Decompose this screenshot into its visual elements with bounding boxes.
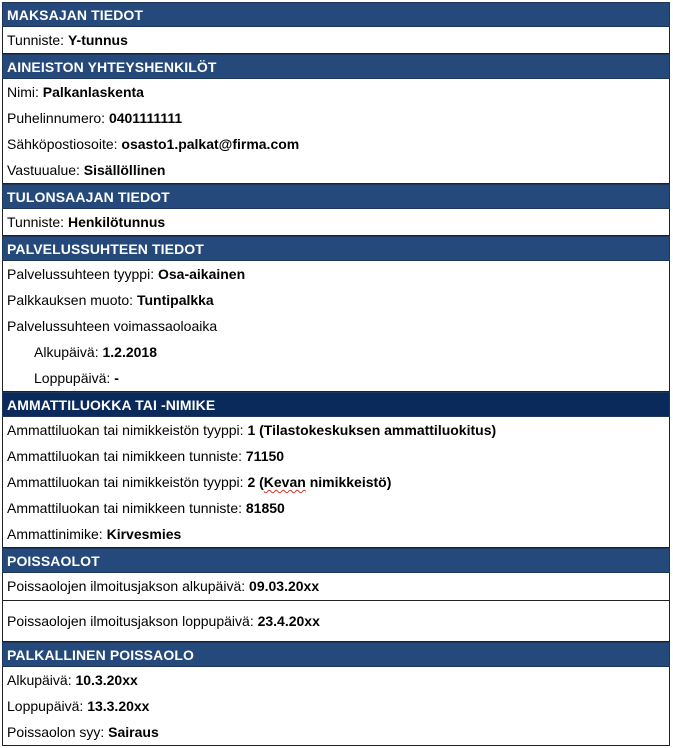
field-value: Y-tunnus bbox=[67, 32, 128, 48]
field-value-prefix: 2 ( bbox=[247, 474, 264, 490]
row-occupation-title bbox=[3, 521, 669, 547]
field-label: Alkupäivä: bbox=[34, 344, 103, 360]
row-classification-type-2 bbox=[3, 469, 669, 495]
row-contact-responsibility bbox=[3, 157, 669, 183]
row-contact-email bbox=[3, 131, 669, 157]
field-value: 10.3.20xx bbox=[75, 672, 138, 688]
row-classification-id-1 bbox=[3, 443, 669, 469]
field-value bbox=[247, 474, 391, 490]
field-value: Palkanlaskenta bbox=[42, 84, 144, 100]
field-label: Nimi: bbox=[7, 84, 43, 100]
field-value: 1.2.2018 bbox=[102, 344, 157, 360]
row-absence-start bbox=[3, 667, 669, 693]
field-label: Alkupäivä: bbox=[7, 672, 76, 688]
spellcheck-marked-word: Kevan bbox=[263, 474, 306, 490]
field-label: Ammattiluokan tai nimikkeistön tyyppi: bbox=[7, 422, 248, 438]
section-header-recipient: TULONSAAJAN TIEDOT bbox=[2, 184, 670, 209]
section-contacts bbox=[2, 79, 670, 184]
field-value: Tuntipalkka bbox=[136, 292, 214, 308]
row-classification-id-2 bbox=[3, 495, 669, 521]
field-value: 09.03.20xx bbox=[249, 578, 320, 594]
field-value: 1 (Tilastokeskuksen ammattiluokitus) bbox=[247, 422, 497, 438]
row-pay-form bbox=[3, 287, 669, 313]
field-value: - bbox=[114, 370, 119, 386]
row-start-date bbox=[3, 339, 669, 365]
field-label: Palvelussuhteen tyyppi: bbox=[7, 266, 158, 282]
field-value-suffix: nimikkeistö) bbox=[305, 474, 392, 490]
section-absences bbox=[2, 573, 670, 642]
field-value: 0401111111 bbox=[108, 110, 183, 126]
section-header-absences: POISSAOLOT bbox=[2, 548, 670, 573]
field-label: Sähköpostiosoite: bbox=[7, 136, 122, 152]
field-label: Poissaolojen ilmoitusjakson alkupäivä: bbox=[7, 578, 250, 594]
field-label: Palkkauksen muoto: bbox=[7, 292, 137, 308]
field-value: Henkilötunnus bbox=[67, 214, 166, 230]
field-label: Vastuualue: bbox=[7, 162, 84, 178]
section-recipient bbox=[2, 209, 670, 236]
row-contact-phone bbox=[3, 105, 669, 131]
section-header-contacts: AINEISTON YHTEYSHENKILÖT bbox=[2, 54, 670, 79]
field-label: Palvelussuhteen voimassaoloaika bbox=[7, 318, 218, 334]
row-payer-identifier bbox=[3, 27, 669, 53]
row-employment-type bbox=[3, 261, 669, 287]
section-employment bbox=[2, 261, 670, 392]
section-header-employment: PALVELUSSUHTEEN TIEDOT bbox=[2, 236, 670, 261]
row-validity-period bbox=[3, 313, 669, 339]
section-payer bbox=[2, 27, 670, 54]
field-value: Sairaus bbox=[108, 724, 159, 740]
field-value: 81850 bbox=[245, 500, 285, 516]
field-value: Sisällöllinen bbox=[83, 162, 166, 178]
field-label: Ammattiluokan tai nimikkeen tunniste: bbox=[7, 448, 246, 464]
section-occupation bbox=[2, 417, 670, 548]
field-label: Loppupäivä: bbox=[7, 698, 88, 714]
section-header-paid-absence: PALKALLINEN POISSAOLO bbox=[2, 642, 670, 667]
field-label: Poissaolon syy: bbox=[7, 724, 109, 740]
field-label: Ammattiluokan tai nimikkeistön tyyppi: bbox=[7, 474, 248, 490]
field-value: 71150 bbox=[245, 448, 285, 464]
field-value: Osa-aikainen bbox=[157, 266, 246, 282]
row-reporting-period-start bbox=[3, 573, 669, 600]
field-value: 23.4.20xx bbox=[257, 613, 320, 629]
row-contact-name bbox=[3, 79, 669, 105]
row-recipient-identifier bbox=[3, 209, 669, 235]
section-paid-absence bbox=[2, 667, 670, 746]
row-reporting-period-end bbox=[3, 600, 669, 641]
field-label: Tunniste: bbox=[7, 214, 68, 230]
row-end-date bbox=[3, 365, 669, 391]
field-label: Poissaolojen ilmoitusjakson loppupäivä: bbox=[7, 613, 258, 629]
report-document bbox=[2, 2, 670, 746]
field-value: Kirvesmies bbox=[106, 526, 182, 542]
field-label: Loppupäivä: bbox=[34, 370, 115, 386]
field-label: Ammattiluokan tai nimikkeen tunniste: bbox=[7, 500, 246, 516]
field-label: Tunniste: bbox=[7, 32, 68, 48]
row-absence-reason bbox=[3, 719, 669, 745]
row-classification-type-1 bbox=[3, 417, 669, 443]
field-label: Puhelinnumero: bbox=[7, 110, 109, 126]
section-header-payer: MAKSAJAN TIEDOT bbox=[2, 2, 670, 27]
field-label: Ammattinimike: bbox=[7, 526, 107, 542]
field-value: 13.3.20xx bbox=[87, 698, 150, 714]
field-value: osasto1.palkat@firma.com bbox=[121, 136, 300, 152]
row-absence-end bbox=[3, 693, 669, 719]
section-header-occupation: AMMATTILUOKKA TAI -NIMIKE bbox=[2, 392, 670, 417]
